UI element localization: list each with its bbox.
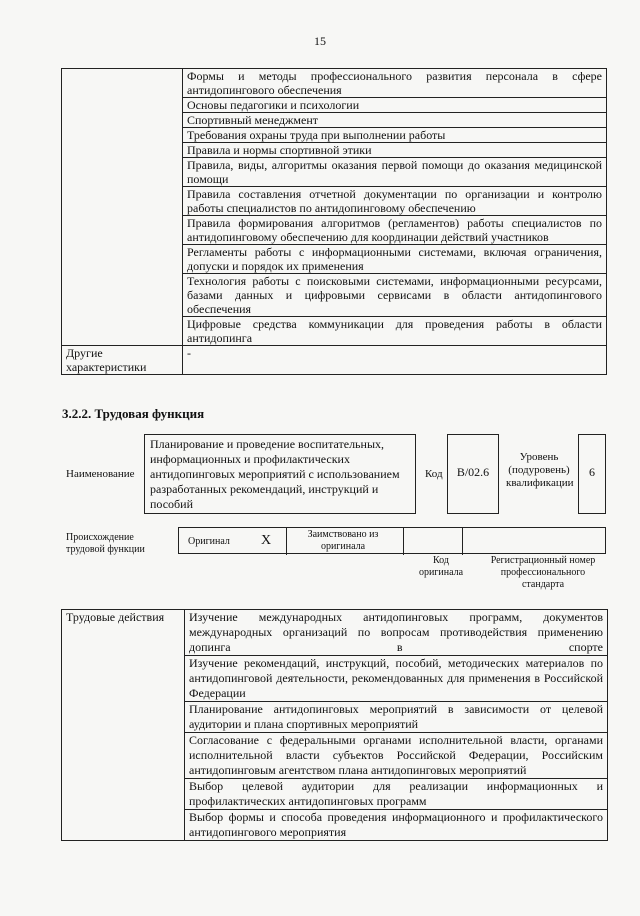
action-item: Изучение рекомендаций, инструкций, пособий, методических материалов по антидопинговой деятельности, рекомендованных для применения в Российской Федерации [185,656,608,702]
function-code-box: В/02.6 [447,434,499,514]
knowledge-item: Правила формирования алгоритмов (регламентов) работы специалистов по антидопинговому обеспечению для координации действий участников [183,216,607,245]
knowledge-item: Технология работы с поисковыми системами, информационными ресурсами, базами данных и цифровыми сервисами в области антидопингового обеспечения [183,274,607,317]
origin-box [178,527,606,554]
divider [286,528,287,555]
knowledge-item: Цифровые средства коммуникации для проведения работы в области антидопинга [183,317,607,346]
original-label: Оригинал [188,536,230,547]
function-name-box: Планирование и проведение воспитательных, информационных и профилактических антидопинговых мероприятий с использованием разработанных рекомендаций, инструкций и пособий [144,434,416,514]
code-original-caption: Код оригинала [418,555,464,578]
borrowed-label: Заимствовано из оригинала [307,529,379,552]
knowledge-item: Правила составления отчетной документации по организации и контролю работы специалистов по антидопинговому обеспечению [183,187,607,216]
name-label: Наименование [66,468,135,480]
table-row [62,610,608,656]
table-row [62,69,607,98]
level-label: Уровень (подуровень) квалификации [506,451,574,489]
other-characteristics-value: - [183,346,607,375]
action-item: Выбор целевой аудитории для реализации информационных и профилактических антидопинговых программ [185,779,608,810]
knowledge-item: Формы и методы профессионального развития персонала в сфере антидопингового обеспечения [183,69,607,98]
knowledge-item: Регламенты работы с информационными системами, включая ограничения, допуски и порядок их применения [183,245,607,274]
knowledge-item: Требования охраны труда при выполнении работы [183,128,607,143]
knowledge-item: Спортивный менеджмент [183,113,607,128]
action-item: Выбор формы и способа проведения информационного и профилактического антидопингового мероприятия [185,810,608,841]
action-item: Планирование антидопинговых мероприятий в зависимости от целевой аудитории и плана спортивных мероприятий [185,702,608,733]
divider [403,528,404,555]
reg-number-caption: Регистрационный номер профессионального стандарта [490,555,596,590]
code-label: Код [425,468,443,480]
level-box: 6 [578,434,606,514]
knowledge-item: Правила, виды, алгоритмы оказания первой помощи до оказания медицинской помощи [183,158,607,187]
knowledge-item: Правила и нормы спортивной этики [183,143,607,158]
other-characteristics-label: Другие характеристики [62,346,183,375]
knowledge-item: Основы педагогики и психологии [183,98,607,113]
actions-table [61,609,608,841]
divider [462,528,463,555]
original-mark: X [261,533,272,548]
empty-label-cell [62,69,183,346]
action-item: Изучение международных антидопинговых программ, документов международных организаций по вопросам противодействия применению допинга в спорте [185,610,608,656]
action-item: Согласование с федеральными органами исполнительной власти, органами исполнительной власти субъектов Российской Федерации, Российским антидопинговым агентством плана антидопинговых мероприятий [185,733,608,779]
section-title: 3.2.2. Трудовая функция [62,406,205,421]
actions-label: Трудовые действия [62,610,185,841]
page-number: 15 [314,34,326,48]
table-row [62,346,607,375]
origin-label: Происхождение трудовой функции [66,532,145,555]
knowledge-table [61,68,607,375]
